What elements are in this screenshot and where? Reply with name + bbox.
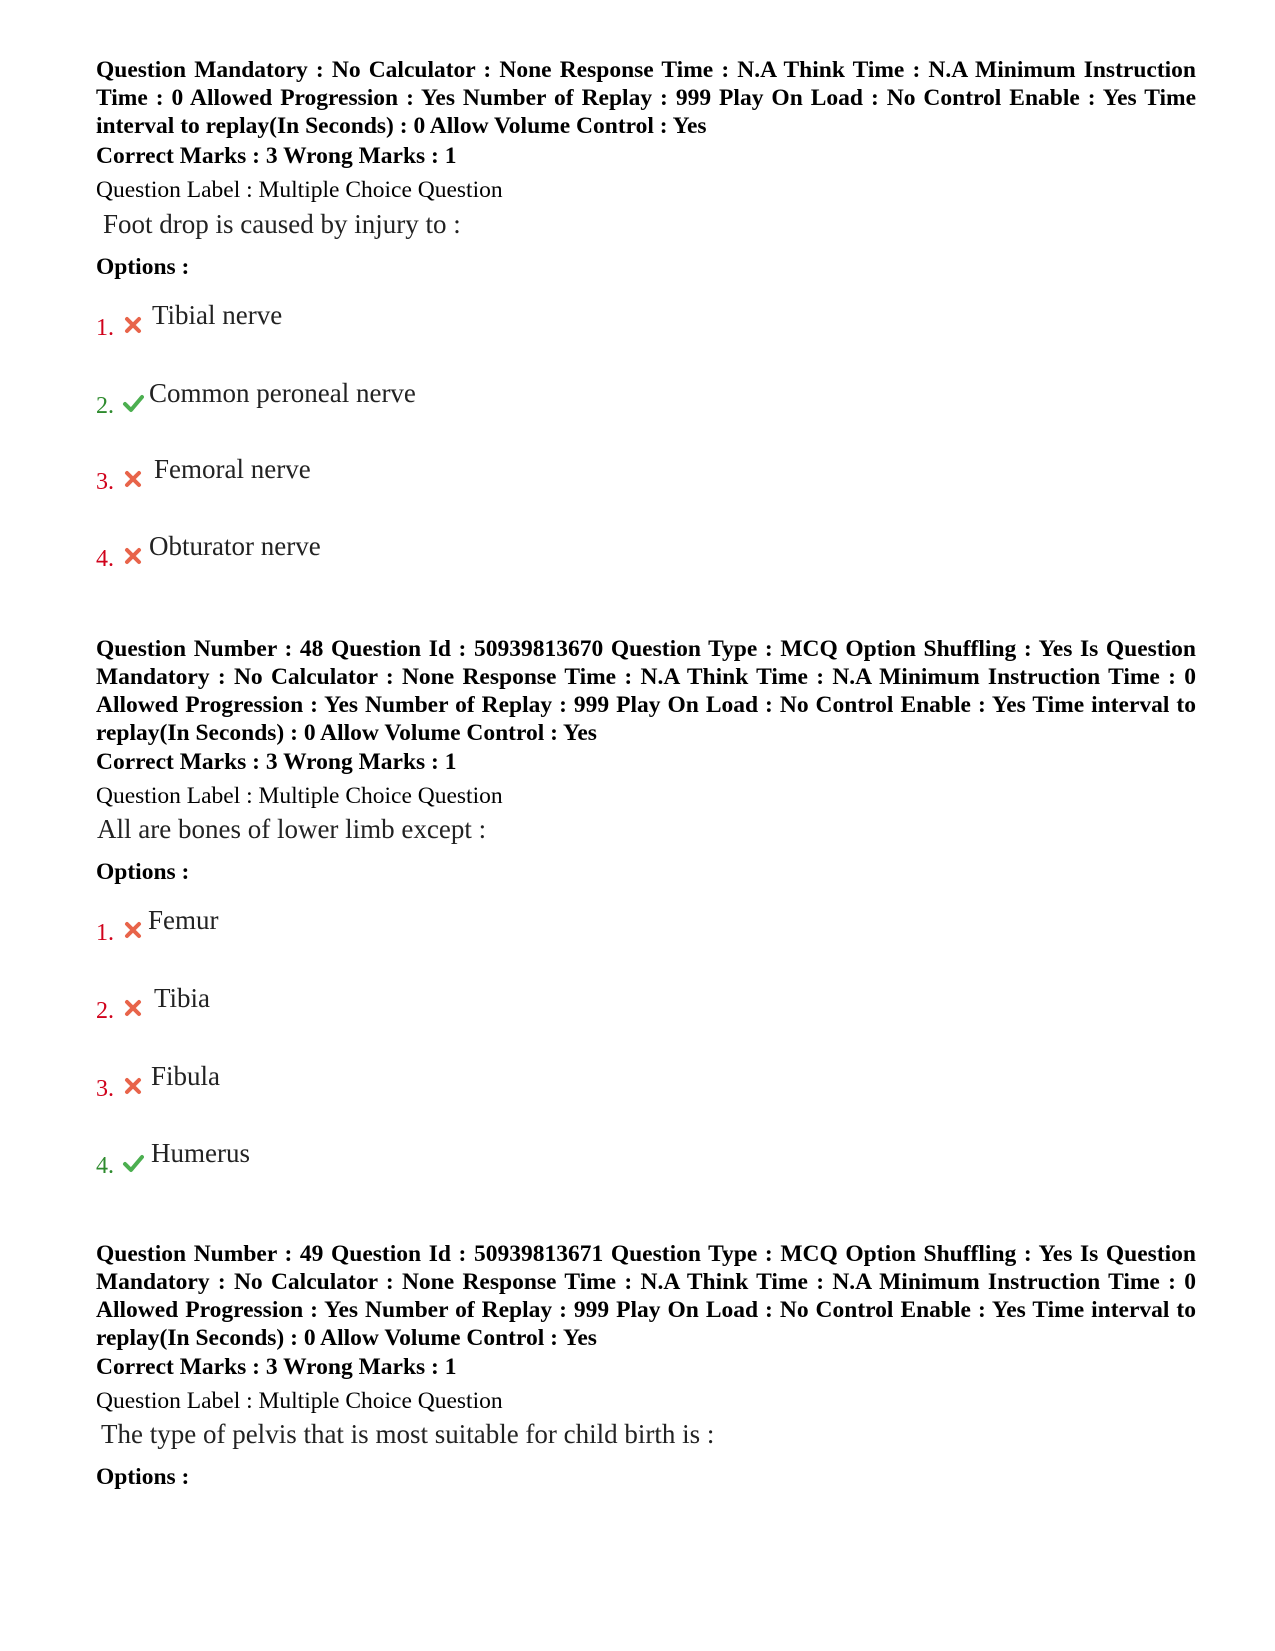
option-number: 4. (96, 1153, 114, 1179)
wrong-icon (122, 1075, 144, 1097)
option-number: 3. (96, 469, 114, 495)
option-text: Femur (148, 905, 219, 935)
options-heading-text: Options : (96, 1464, 190, 1490)
question-label-text: Question Label : Multiple Choice Question (96, 177, 503, 203)
marks-line (96, 748, 1196, 776)
option-item (96, 454, 696, 494)
question-text (97, 813, 1197, 845)
question-label-text: Question Label : Multiple Choice Question (96, 1388, 503, 1414)
option-number: 1. (96, 920, 114, 946)
option-number: 2. (96, 998, 114, 1024)
wrong-icon (122, 997, 144, 1019)
wrong-icon (122, 919, 144, 941)
option-text: Tibial nerve (152, 300, 283, 330)
question-meta (96, 56, 1196, 140)
question-text (103, 208, 1203, 240)
option-text: Humerus (151, 1138, 250, 1168)
wrong-icon (122, 314, 144, 336)
options-heading-text: Options : (96, 254, 190, 280)
option-number: 3. (96, 1076, 114, 1102)
option-number: 2. (96, 393, 114, 419)
marks-text: Correct Marks : 3 Wrong Marks : 1 (96, 749, 457, 775)
correct-icon (122, 1152, 144, 1174)
question-label (96, 176, 1196, 204)
question-label (96, 782, 1196, 810)
question-meta-text: Question Number : 49 Question Id : 50939813671 Question Type : MCQ Option Shuffling : Yes Is Question Mandatory : No Calculator : None Response Time : N.A Think Time : N.A Minimum Instruction Time : 0 Allowed Progression : Yes Number of Replay : 999 Play On Load : No Control Enable : Yes Time interval to replay(In Seconds) : 0 Allow Volume Control : Yes (96, 1241, 1196, 1351)
options-heading-text: Options : (96, 859, 190, 885)
marks-text: Correct Marks : 3 Wrong Marks : 1 (96, 143, 457, 169)
wrong-icon (122, 468, 144, 490)
question-meta-text: Question Number : 48 Question Id : 50939813670 Question Type : MCQ Option Shuffling : Yes Is Question Mandatory : No Calculator : None Response Time : N.A Think Time : N.A Minimum Instruction Time : 0 Allowed Progression : Yes Number of Replay : 999 Play On Load : No Control Enable : Yes Time interval to replay(In Seconds) : 0 Allow Volume Control : Yes (96, 636, 1196, 746)
option-number: 4. (96, 546, 114, 572)
question-label (96, 1387, 1196, 1415)
option-item (96, 378, 696, 418)
question-text-content: All are bones of lower limb except : (97, 814, 487, 844)
option-item (96, 1061, 696, 1101)
option-item (96, 905, 696, 945)
wrong-icon (122, 545, 144, 567)
option-text: Tibia (154, 983, 211, 1013)
option-text: Femoral nerve (154, 454, 311, 484)
question-text (101, 1418, 1201, 1450)
correct-icon (122, 392, 144, 414)
option-text: Obturator nerve (149, 531, 321, 561)
options-heading (96, 253, 1196, 281)
marks-text: Correct Marks : 3 Wrong Marks : 1 (96, 1354, 457, 1380)
option-text: Common peroneal nerve (149, 378, 416, 408)
question-text-content: Foot drop is caused by injury to : (103, 209, 461, 239)
marks-line (96, 142, 1196, 170)
question-meta (96, 635, 1196, 747)
question-text-content: The type of pelvis that is most suitable for child birth is : (101, 1419, 715, 1449)
option-number: 1. (96, 315, 114, 341)
options-heading (96, 1463, 1196, 1491)
option-item (96, 531, 696, 571)
marks-line (96, 1353, 1196, 1381)
question-meta-text: Question Mandatory : No Calculator : None Response Time : N.A Think Time : N.A Minimum Instruction Time : 0 Allowed Progression : Yes Number of Replay : 999 Play On Load : No Control Enable : Yes Time interval to replay(In Seconds) : 0 Allow Volume Control : Yes (96, 57, 1196, 139)
question-label-text: Question Label : Multiple Choice Question (96, 783, 503, 809)
option-item (96, 1138, 696, 1178)
option-item (96, 300, 696, 340)
option-text: Fibula (151, 1061, 221, 1091)
options-heading (96, 858, 1196, 886)
question-meta (96, 1240, 1196, 1352)
option-item (96, 983, 696, 1023)
